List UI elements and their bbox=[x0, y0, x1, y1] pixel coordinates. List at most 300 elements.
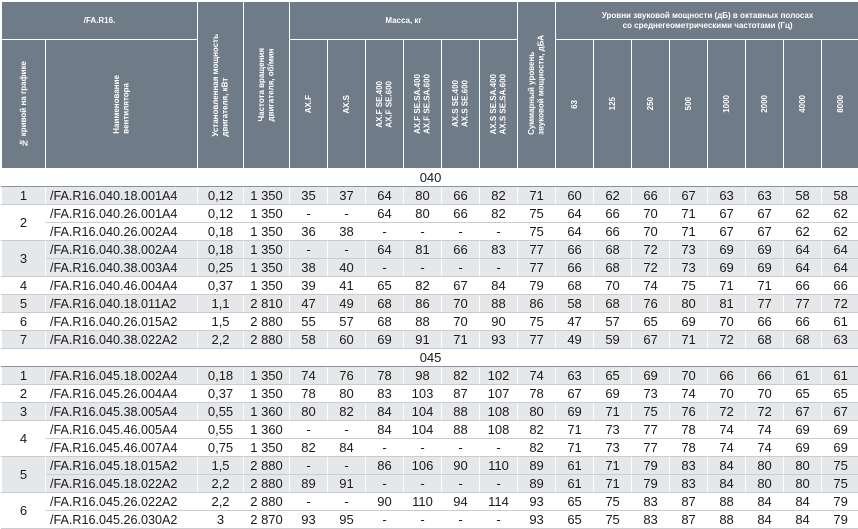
table-row bbox=[2, 385, 858, 403]
table-cell: 69 bbox=[708, 259, 746, 277]
table-cell: 82 bbox=[518, 421, 556, 439]
table-cell: 82 bbox=[404, 277, 442, 295]
table-cell: 69 bbox=[822, 421, 858, 439]
table-cell: 69 bbox=[784, 439, 822, 457]
table-cell: - bbox=[328, 421, 366, 439]
table-cell: 106 bbox=[404, 457, 442, 475]
table-cell: 66 bbox=[632, 187, 670, 205]
table-cell: 39 bbox=[290, 277, 328, 295]
table-cell: 84 bbox=[784, 493, 822, 511]
table-cell: 80 bbox=[290, 403, 328, 421]
table-cell: 108 bbox=[480, 421, 518, 439]
table-cell: 71 bbox=[556, 421, 594, 439]
table-cell: 61 bbox=[784, 367, 822, 385]
table-cell: 83 bbox=[366, 385, 404, 403]
table-cell: - bbox=[366, 475, 404, 493]
table-row bbox=[2, 295, 858, 313]
table-cell: 80 bbox=[746, 475, 784, 493]
curve-number: 5 bbox=[2, 295, 46, 313]
octave-4000-header: 4000 bbox=[784, 40, 822, 169]
table-cell: 68 bbox=[594, 241, 632, 259]
table-cell: 104 bbox=[404, 403, 442, 421]
table-cell: 84 bbox=[746, 493, 784, 511]
table-cell: 64 bbox=[556, 205, 594, 223]
table-cell: - bbox=[290, 421, 328, 439]
table-cell: 2 880 bbox=[244, 331, 290, 349]
fan-name: /FA.R16.045.38.005A4 bbox=[46, 403, 198, 421]
table-row bbox=[2, 331, 858, 349]
table-cell: 57 bbox=[594, 313, 632, 331]
table-cell: 1,5 bbox=[198, 457, 244, 475]
table-cell: - bbox=[328, 241, 366, 259]
speed-header: Частота вращения двигателя, об/мин bbox=[244, 2, 290, 169]
fan-name: /FA.R16.045.46.005A4 bbox=[46, 421, 198, 439]
table-cell: 80 bbox=[746, 457, 784, 475]
table-cell: 71 bbox=[670, 205, 708, 223]
table-cell: 69 bbox=[746, 241, 784, 259]
table-cell: 77 bbox=[746, 295, 784, 313]
table-cell: 74 bbox=[670, 385, 708, 403]
table-cell: 93 bbox=[480, 331, 518, 349]
table-cell: 95 bbox=[328, 511, 366, 529]
table-cell: 98 bbox=[404, 367, 442, 385]
table-cell: 79 bbox=[822, 511, 858, 529]
table-cell: 82 bbox=[518, 439, 556, 457]
table-cell: 78 bbox=[290, 385, 328, 403]
table-cell: - bbox=[442, 259, 480, 277]
table-cell: - bbox=[480, 259, 518, 277]
table-cell: 65 bbox=[594, 367, 632, 385]
table-cell: 91 bbox=[404, 331, 442, 349]
table-row bbox=[2, 421, 858, 439]
table-cell: 71 bbox=[442, 331, 480, 349]
section-header bbox=[2, 169, 858, 187]
table-cell: - bbox=[290, 493, 328, 511]
table-row bbox=[2, 205, 858, 223]
table-cell: 72 bbox=[632, 259, 670, 277]
table-cell: 47 bbox=[290, 295, 328, 313]
table-cell: 49 bbox=[328, 295, 366, 313]
table-cell: 0,18 bbox=[198, 367, 244, 385]
table-cell: 71 bbox=[594, 457, 632, 475]
table-cell: 91 bbox=[328, 475, 366, 493]
table-cell: 81 bbox=[404, 241, 442, 259]
table-cell: 38 bbox=[328, 223, 366, 241]
table-cell: 79 bbox=[632, 457, 670, 475]
table-cell: 75 bbox=[594, 493, 632, 511]
table-cell: 62 bbox=[784, 223, 822, 241]
table-cell: 64 bbox=[784, 259, 822, 277]
table-cell: - bbox=[366, 511, 404, 529]
table-cell: 61 bbox=[822, 313, 858, 331]
table-cell: 63 bbox=[822, 331, 858, 349]
table-cell: 58 bbox=[556, 295, 594, 313]
table-cell: 65 bbox=[632, 313, 670, 331]
octave-2000-header: 2000 bbox=[746, 40, 784, 169]
table-cell: 71 bbox=[518, 187, 556, 205]
table-cell: 1 350 bbox=[244, 187, 290, 205]
table-cell: 93 bbox=[518, 511, 556, 529]
table-cell: - bbox=[290, 457, 328, 475]
octave-8000-header: 8000 bbox=[822, 40, 858, 169]
table-cell: 65 bbox=[556, 511, 594, 529]
table-cell: 61 bbox=[556, 457, 594, 475]
table-cell: 93 bbox=[518, 493, 556, 511]
table-cell: 64 bbox=[784, 241, 822, 259]
table-cell: 61 bbox=[822, 367, 858, 385]
table-cell: 2,2 bbox=[198, 331, 244, 349]
table-cell: 68 bbox=[556, 277, 594, 295]
curve-number: 3 bbox=[2, 241, 46, 277]
table-cell: 84 bbox=[708, 475, 746, 493]
table-cell: 83 bbox=[632, 493, 670, 511]
table-cell: 75 bbox=[632, 403, 670, 421]
table-cell: - bbox=[404, 259, 442, 277]
fan-name: /FA.R16.040.38.003A4 bbox=[46, 259, 198, 277]
octave-500-header: 500 bbox=[670, 40, 708, 169]
table-cell: 114 bbox=[480, 493, 518, 511]
table-cell: - bbox=[480, 511, 518, 529]
table-cell: 75 bbox=[518, 223, 556, 241]
curve-number: 2 bbox=[2, 385, 46, 403]
table-cell: - bbox=[442, 511, 480, 529]
table-cell: 60 bbox=[556, 187, 594, 205]
table-cell: 0,12 bbox=[198, 205, 244, 223]
fan-name: /FA.R16.040.46.004A4 bbox=[46, 277, 198, 295]
table-cell: 82 bbox=[328, 403, 366, 421]
mass-ax-f-header: AX.F bbox=[290, 40, 328, 169]
table-cell: 69 bbox=[556, 403, 594, 421]
table-cell: 73 bbox=[632, 385, 670, 403]
table-cell: 66 bbox=[594, 223, 632, 241]
table-cell: 69 bbox=[822, 439, 858, 457]
fan-name: /FA.R16.040.38.022A2 bbox=[46, 331, 198, 349]
fan-name: /FA.R16.045.18.022A2 bbox=[46, 475, 198, 493]
table-cell: 65 bbox=[822, 385, 858, 403]
table-cell: 89 bbox=[518, 457, 556, 475]
table-cell: 88 bbox=[442, 421, 480, 439]
table-cell: 65 bbox=[784, 385, 822, 403]
table-cell: 58 bbox=[822, 187, 858, 205]
table-cell: 74 bbox=[632, 277, 670, 295]
fan-name: /FA.R16.040.38.002A4 bbox=[46, 241, 198, 259]
table-cell: 1 360 bbox=[244, 403, 290, 421]
table-cell: 71 bbox=[670, 331, 708, 349]
table-row bbox=[2, 475, 858, 493]
table-row bbox=[2, 439, 858, 457]
octave-63-header: 63 bbox=[556, 40, 594, 169]
section-label: 045 bbox=[2, 349, 858, 367]
table-cell: - bbox=[404, 223, 442, 241]
table-cell: 93 bbox=[290, 511, 328, 529]
curve-number: 1 bbox=[2, 367, 46, 385]
table-cell: - bbox=[442, 439, 480, 457]
table-cell: - bbox=[480, 439, 518, 457]
curve-number: 7 bbox=[2, 331, 46, 349]
table-cell: 2,2 bbox=[198, 493, 244, 511]
table-cell: 74 bbox=[708, 421, 746, 439]
octave-125-header: 125 bbox=[594, 40, 632, 169]
table-cell: 73 bbox=[594, 421, 632, 439]
table-cell: 87 bbox=[670, 493, 708, 511]
table-cell: 66 bbox=[442, 241, 480, 259]
table-cell: - bbox=[328, 205, 366, 223]
table-cell: 89 bbox=[290, 475, 328, 493]
table-cell: 67 bbox=[556, 385, 594, 403]
table-cell: 66 bbox=[746, 313, 784, 331]
table-cell: 65 bbox=[366, 277, 404, 295]
table-cell: 1 360 bbox=[244, 421, 290, 439]
table-cell: 84 bbox=[328, 439, 366, 457]
table-cell: 68 bbox=[366, 313, 404, 331]
table-cell: 89 bbox=[518, 475, 556, 493]
table-cell: 75 bbox=[822, 457, 858, 475]
table-cell: 58 bbox=[784, 187, 822, 205]
table-cell: 58 bbox=[290, 331, 328, 349]
table-cell: 64 bbox=[366, 187, 404, 205]
fan-name: /FA.R16.040.26.015A2 bbox=[46, 313, 198, 331]
table-cell: 72 bbox=[632, 241, 670, 259]
table-cell: 68 bbox=[746, 331, 784, 349]
curve-number: 3 bbox=[2, 403, 46, 421]
table-cell: 110 bbox=[404, 493, 442, 511]
table-body bbox=[2, 169, 858, 529]
table-cell: 83 bbox=[670, 457, 708, 475]
name-header: Наименование вентилятора bbox=[46, 40, 198, 169]
table-cell: 69 bbox=[670, 313, 708, 331]
table-cell: 108 bbox=[480, 403, 518, 421]
table-cell: 37 bbox=[328, 187, 366, 205]
table-cell: 0,37 bbox=[198, 385, 244, 403]
table-cell: 66 bbox=[594, 205, 632, 223]
table-cell: 66 bbox=[556, 241, 594, 259]
table-cell: 40 bbox=[328, 259, 366, 277]
table-cell: 68 bbox=[594, 295, 632, 313]
table-cell: 77 bbox=[518, 259, 556, 277]
table-cell: 49 bbox=[556, 331, 594, 349]
table-cell: 77 bbox=[518, 331, 556, 349]
table-cell: - bbox=[328, 457, 366, 475]
table-row bbox=[2, 241, 858, 259]
octave-header: Уровни звуковой мощности (дБ) в октавных полосах со среднегеометрическими частотами (Гц) bbox=[556, 2, 858, 40]
curve-number: 6 bbox=[2, 493, 46, 529]
table-cell: 72 bbox=[822, 295, 858, 313]
table-cell: 79 bbox=[632, 475, 670, 493]
table-cell: 66 bbox=[784, 313, 822, 331]
fan-name: /FA.R16.045.26.030A2 bbox=[46, 511, 198, 529]
table-cell: 63 bbox=[746, 187, 784, 205]
table-cell: 75 bbox=[594, 511, 632, 529]
mass-header: Масса, кг bbox=[290, 2, 518, 40]
table-cell: 74 bbox=[708, 439, 746, 457]
table-cell: 68 bbox=[366, 295, 404, 313]
table-cell: 83 bbox=[670, 475, 708, 493]
table-cell: 69 bbox=[632, 367, 670, 385]
table-cell: 66 bbox=[708, 367, 746, 385]
table-cell: 86 bbox=[518, 295, 556, 313]
total-sound-header: Суммарный уровень звуковой мощности, дБА bbox=[518, 2, 556, 169]
table-row bbox=[2, 403, 858, 421]
table-cell: 41 bbox=[328, 277, 366, 295]
table-cell: 82 bbox=[480, 205, 518, 223]
table-cell: 84 bbox=[746, 511, 784, 529]
table-cell: - bbox=[290, 241, 328, 259]
table-cell: 67 bbox=[632, 331, 670, 349]
table-cell: 90 bbox=[366, 493, 404, 511]
table-cell: 64 bbox=[366, 241, 404, 259]
power-header: Установленная мощность двигателя, кВт bbox=[198, 2, 244, 169]
curve-number: 1 bbox=[2, 187, 46, 205]
table-cell: 83 bbox=[480, 241, 518, 259]
table-row bbox=[2, 457, 858, 475]
table-cell: 0,75 bbox=[198, 439, 244, 457]
table-cell: 69 bbox=[708, 241, 746, 259]
table-cell: 2 880 bbox=[244, 313, 290, 331]
table-cell: 70 bbox=[708, 385, 746, 403]
table-cell: 72 bbox=[708, 403, 746, 421]
table-cell: 67 bbox=[746, 205, 784, 223]
table-cell: 0,55 bbox=[198, 403, 244, 421]
table-row bbox=[2, 259, 858, 277]
table-row bbox=[2, 223, 858, 241]
table-cell: 72 bbox=[708, 331, 746, 349]
table-cell: 36 bbox=[290, 223, 328, 241]
table-cell: 59 bbox=[594, 331, 632, 349]
table-cell: - bbox=[366, 439, 404, 457]
table-cell: 80 bbox=[518, 403, 556, 421]
table-cell: 66 bbox=[746, 367, 784, 385]
table-cell: 110 bbox=[480, 457, 518, 475]
table-cell: 70 bbox=[594, 277, 632, 295]
table-cell: 1 350 bbox=[244, 277, 290, 295]
table-cell: 0,55 bbox=[198, 421, 244, 439]
table-cell: 69 bbox=[366, 331, 404, 349]
table-cell: 80 bbox=[784, 475, 822, 493]
table-cell: 71 bbox=[670, 223, 708, 241]
table-cell: 80 bbox=[328, 385, 366, 403]
table-cell: 77 bbox=[632, 421, 670, 439]
table-cell: - bbox=[366, 259, 404, 277]
table-cell: 76 bbox=[328, 367, 366, 385]
table-cell: 63 bbox=[556, 367, 594, 385]
table-cell: 70 bbox=[442, 295, 480, 313]
table-cell: 68 bbox=[594, 259, 632, 277]
table-cell: 80 bbox=[404, 205, 442, 223]
fan-spec-table bbox=[1, 1, 858, 529]
table-cell: 66 bbox=[556, 259, 594, 277]
table-cell: 0,25 bbox=[198, 259, 244, 277]
table-cell: 90 bbox=[442, 457, 480, 475]
table-cell: 57 bbox=[328, 313, 366, 331]
table-cell: 71 bbox=[594, 475, 632, 493]
table-header bbox=[2, 2, 858, 169]
table-cell: 67 bbox=[442, 277, 480, 295]
table-cell: 1,1 bbox=[198, 295, 244, 313]
curve-number: 2 bbox=[2, 205, 46, 241]
table-cell: 1,5 bbox=[198, 313, 244, 331]
table-cell: 82 bbox=[290, 439, 328, 457]
table-cell: 70 bbox=[632, 223, 670, 241]
table-cell: 71 bbox=[708, 277, 746, 295]
table-cell: 62 bbox=[784, 205, 822, 223]
table-cell: 77 bbox=[632, 439, 670, 457]
mass-ax-f-se-header: AX.F SE.400 AX.F SE.600 bbox=[366, 40, 404, 169]
fan-name: /FA.R16.045.18.015A2 bbox=[46, 457, 198, 475]
mass-ax-s-header: AX.S bbox=[328, 40, 366, 169]
table-row bbox=[2, 367, 858, 385]
curve-number: 4 bbox=[2, 277, 46, 295]
table-cell: - bbox=[480, 223, 518, 241]
table-cell: 77 bbox=[784, 295, 822, 313]
table-cell: 74 bbox=[290, 367, 328, 385]
table-cell: 88 bbox=[708, 511, 746, 529]
table-row bbox=[2, 313, 858, 331]
mass-ax-f-se-sa-header: AX.F SE.SA.400 AX.F SE.SA.600 bbox=[404, 40, 442, 169]
curve-number: 4 bbox=[2, 421, 46, 457]
table-cell: 64 bbox=[822, 259, 858, 277]
table-cell: 103 bbox=[404, 385, 442, 403]
table-cell: 55 bbox=[290, 313, 328, 331]
table-cell: 74 bbox=[518, 367, 556, 385]
table-cell: 1 350 bbox=[244, 259, 290, 277]
table-cell: 74 bbox=[746, 439, 784, 457]
table-cell: 64 bbox=[822, 241, 858, 259]
table-cell: 78 bbox=[670, 439, 708, 457]
table-cell: 73 bbox=[670, 241, 708, 259]
table-cell: 83 bbox=[632, 511, 670, 529]
table-cell: 78 bbox=[366, 367, 404, 385]
table-cell: - bbox=[328, 493, 366, 511]
table-cell: 70 bbox=[746, 385, 784, 403]
table-cell: 80 bbox=[404, 187, 442, 205]
table-cell: 64 bbox=[556, 223, 594, 241]
table-cell: 0,18 bbox=[198, 223, 244, 241]
table-cell: 60 bbox=[328, 331, 366, 349]
table-cell: 38 bbox=[290, 259, 328, 277]
table-cell: 62 bbox=[822, 205, 858, 223]
table-cell: 90 bbox=[480, 313, 518, 331]
table-cell: 70 bbox=[442, 313, 480, 331]
table-cell: 84 bbox=[366, 403, 404, 421]
table-cell: 66 bbox=[442, 205, 480, 223]
table-cell: 67 bbox=[708, 223, 746, 241]
table-cell: 72 bbox=[746, 403, 784, 421]
table-cell: 35 bbox=[290, 187, 328, 205]
table-cell: 70 bbox=[708, 313, 746, 331]
table-cell: 80 bbox=[784, 457, 822, 475]
table-cell: 74 bbox=[746, 421, 784, 439]
table-cell: 84 bbox=[784, 511, 822, 529]
table-cell: 1 350 bbox=[244, 385, 290, 403]
table-cell: 77 bbox=[518, 241, 556, 259]
table-cell: 67 bbox=[670, 187, 708, 205]
table-cell: 75 bbox=[518, 313, 556, 331]
table-cell: 0,37 bbox=[198, 277, 244, 295]
table-cell: 1 350 bbox=[244, 205, 290, 223]
table-cell: 2 870 bbox=[244, 511, 290, 529]
table-cell: 2 880 bbox=[244, 493, 290, 511]
table-cell: - bbox=[404, 475, 442, 493]
table-cell: - bbox=[442, 475, 480, 493]
table-cell: 71 bbox=[746, 277, 784, 295]
section-label: 040 bbox=[2, 169, 858, 187]
table-cell: 88 bbox=[708, 493, 746, 511]
table-cell: 88 bbox=[442, 403, 480, 421]
table-cell: 1 350 bbox=[244, 367, 290, 385]
table-cell: - bbox=[442, 223, 480, 241]
table-cell: 79 bbox=[518, 277, 556, 295]
table-cell: 61 bbox=[556, 475, 594, 493]
